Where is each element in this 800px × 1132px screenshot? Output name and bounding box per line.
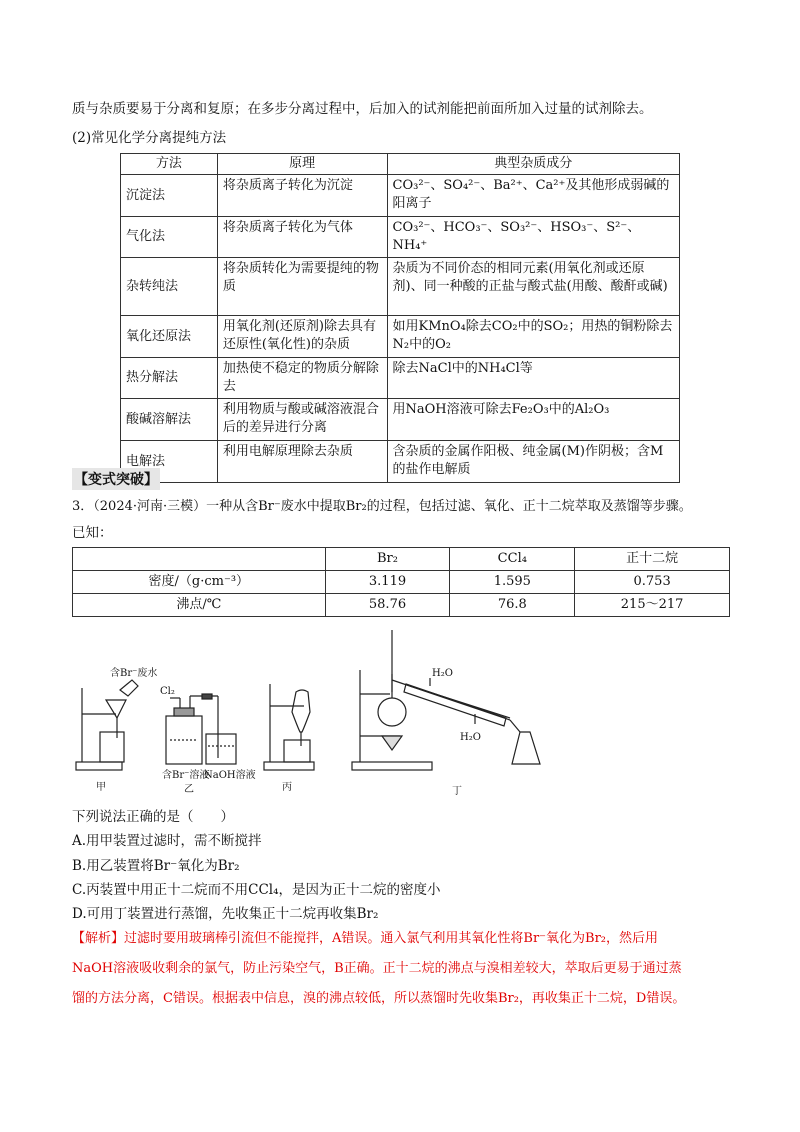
- header-principle: 原理: [217, 154, 387, 175]
- table-row: [121, 217, 680, 258]
- table-cell: 76.8: [450, 594, 575, 617]
- impurity-cell: CO₃²⁻、HCO₃⁻、SO₃²⁻、HSO₃⁻、S²⁻、NH₄⁺: [387, 217, 680, 258]
- analysis-text: 过滤时要用玻璃棒引流但不能搅拌，A错误。通入氯气利用其氧化性将Br⁻氧化为Br₂，然后用: [124, 931, 659, 946]
- apparatus-figure: [70, 628, 590, 798]
- apparatus-bing: [264, 684, 314, 770]
- method-cell: 电解法: [121, 441, 218, 483]
- principle-cell: 将杂质离子转化为沉淀: [217, 175, 387, 217]
- option-d: D.可用丁装置进行蒸馏，先收集正十二烷再收集Br₂: [72, 906, 379, 922]
- table-row: [121, 358, 680, 399]
- table-row: [121, 399, 680, 441]
- label-jia: 甲: [96, 782, 106, 793]
- analysis-line-1: [72, 930, 658, 948]
- principle-cell: 利用物质与酸或碱溶液混合后的差异进行分离: [217, 399, 387, 441]
- label-solution-naoh: NaOH溶液: [204, 770, 256, 781]
- principle-cell: 将杂质转化为需要提纯的物质: [217, 258, 387, 316]
- label-waste-water: 含Br⁻废水: [110, 668, 158, 679]
- method-cell: 氧化还原法: [121, 316, 218, 358]
- method-cell: 热分解法: [121, 358, 218, 399]
- row-label: 密度/（g·cm⁻³）: [73, 571, 326, 594]
- analysis-tag: 【解析】: [72, 931, 125, 946]
- method-cell: 沉淀法: [121, 175, 218, 217]
- table-row: [121, 258, 680, 316]
- principle-cell: 加热使不稳定的物质分解除去: [217, 358, 387, 399]
- option-b: B.用乙装置将Br⁻氧化为Br₂: [72, 858, 240, 874]
- method-cell: 气化法: [121, 217, 218, 258]
- analysis-line-3: 馏的方法分离，C错误。根据表中信息，溴的沸点较低，所以蒸馏时先收集Br₂，再收集正十二烷，D错误。: [72, 991, 686, 1006]
- principle-cell: 用氧化剂(还原剂)除去具有还原性(氧化性)的杂质: [217, 316, 387, 358]
- option-a: A.用甲装置过滤时，需不断搅拌: [72, 833, 262, 849]
- table-row: [121, 316, 680, 358]
- apparatus-yi: [166, 694, 236, 764]
- data-table: [72, 547, 730, 617]
- label-cl2: Cl₂: [160, 686, 175, 697]
- table-cell: 3.119: [325, 571, 450, 594]
- section-title: (2)常见化学分离提纯方法: [72, 130, 227, 146]
- table-row: [73, 594, 730, 617]
- table-cell: 0.753: [575, 571, 730, 594]
- table-header-row: [73, 548, 730, 571]
- impurity-cell: 如用KMnO₄除去CO₂中的SO₂；用热的铜粉除去N₂中的O₂: [387, 316, 680, 358]
- header-cell: [73, 548, 326, 571]
- impurity-cell: 用NaOH溶液可除去Fe₂O₃中的Al₂O₃: [387, 399, 680, 441]
- table-cell: 215～217: [575, 594, 730, 617]
- methods-table: [120, 153, 680, 483]
- impurity-cell: 除去NaCl中的NH₄Cl等: [387, 358, 680, 399]
- apparatus-jia: [76, 680, 138, 770]
- principle-cell: 利用电解原理除去杂质: [217, 441, 387, 483]
- method-cell: 杂转纯法: [121, 258, 218, 316]
- table-header-row: [121, 154, 680, 175]
- header-cell: 正十二烷: [575, 548, 730, 571]
- table-row: [121, 441, 680, 483]
- principle-cell: 将杂质离子转化为气体: [217, 217, 387, 258]
- header-cell: Br₂: [325, 548, 450, 571]
- apparatus-ding: [352, 630, 540, 770]
- table-row: [121, 175, 680, 217]
- impurity-cell: 杂质为不同价态的相同元素(用氧化剂或还原剂)、同一种酸的正盐与酸式盐(用酸、酸酐或碱): [387, 258, 680, 316]
- header-cell: CCl₄: [450, 548, 575, 571]
- option-c: C.丙装置中用正十二烷而不用CCl₄，是因为正十二烷的密度小: [72, 882, 441, 898]
- header-method: 方法: [121, 154, 218, 175]
- impurity-cell: CO₃²⁻、SO₄²⁻、Ba²⁺、Ca²⁺及其他形成弱碱的阳离子: [387, 175, 680, 217]
- label-h2o-top: H₂O: [432, 668, 453, 679]
- table-cell: 1.595: [450, 571, 575, 594]
- intro-line: 质与杂质要易于分离和复原；在多步分离过程中，后加入的试剂能把前面所加入过量的试剂除去。: [72, 101, 653, 117]
- known-label: 已知：: [72, 525, 113, 541]
- variant-heading: 【变式突破】: [72, 468, 160, 490]
- label-solution-br: 含Br⁻溶液: [162, 770, 210, 781]
- label-yi: 乙: [184, 784, 194, 795]
- header-impurity: 典型杂质成分: [387, 154, 680, 175]
- row-label: 沸点/℃: [73, 594, 326, 617]
- question-stem: 3．（2024·河南·三模）一种从含Br⁻废水中提取Br₂的过程，包括过滤、氧化、正十二烷萃取及蒸馏等步骤。: [72, 499, 692, 514]
- analysis-line-2: NaOH溶液吸收剩余的氯气，防止污染空气，B正确。正十二烷的沸点与溴相差较大，萃取后更易于通过蒸: [72, 961, 682, 976]
- label-bing: 丙: [282, 782, 292, 793]
- table-row: [73, 571, 730, 594]
- impurity-cell: 含杂质的金属作阳极、纯金属(M)作阴极；含M的盐作电解质: [387, 441, 680, 483]
- table-cell: 58.76: [325, 594, 450, 617]
- method-cell: 酸碱溶解法: [121, 399, 218, 441]
- question-prompt: 下列说法正确的是（ ）: [72, 809, 234, 825]
- label-h2o-bottom: H₂O: [460, 732, 481, 743]
- label-ding: 丁: [452, 786, 462, 797]
